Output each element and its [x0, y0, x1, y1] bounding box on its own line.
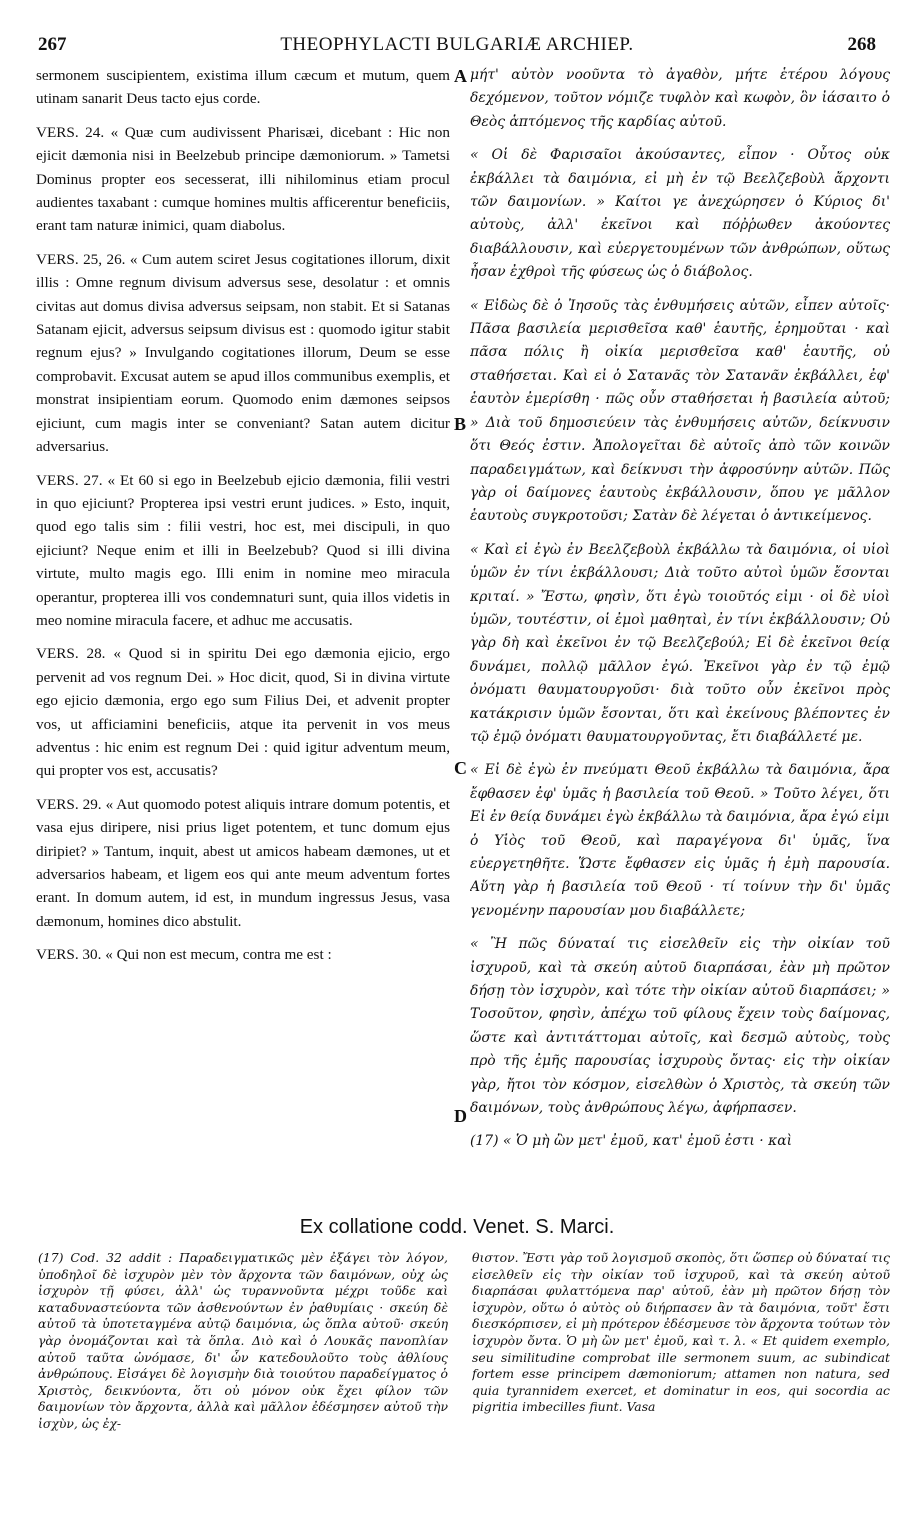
greek-column [470, 64, 890, 1214]
greek-paragraph: « Καὶ εἰ ἐγὼ ἐν Βεελζεβοὺλ ἐκβάλλω τὰ δαιμόνια, οἱ υἱοὶ ὑμῶν ἐν τίνι ἐκβάλλουσι; Διὰ τοῦτο αὐτοὶ ὑμῶν ἔσονται κριταί. » Ἔστω, φησὶν, ὅτι ἐγὼ τοιοῦτός εἰμι · οἱ δὲ υἱοὶ ὑμῶν, τουτέστιν, οἱ ἐμοὶ μαθηταὶ, ἐν τίνι ἐκβάλλουσιν; Οὐ γὰρ δὴ καὶ ἐκεῖνοι ἐν τῷ Βεελζεβούλ; Εἰ δὲ ἐκεῖνοι θείᾳ δυνάμει, πολλῷ μᾶλλον ἐγώ. Ἐκεῖνοι γὰρ ἐν τῷ ἐμῷ ὀνόματι θαυματουργοῦσι· διὰ τοῦτο οὖν ἐκεῖνοι πρὸς κατάκρισιν ὑμῶν ἔσονται, ὅτι καὶ ἐκείνους βλέποντες ἐν τῷ ἐμῷ ὀνόματι θαυματουργοῦντας, ἔτι διαβάλλετέ με. [470, 541, 890, 745]
footnote-right: θιστον. Ἔστι γὰρ τοῦ λογισμοῦ σκοπὸς, ὅτι ὥσπερ οὐ δύναταί τις εἰσελθεῖν εἰς τὴν οἰκίαν τοῦ ἰσχυροῦ, καὶ τὰ σκεύη αὐτοῦ διαρπάσαι φυλαττόμενα παρ' αὐτοῦ, ἐὰν μὴ πρῶτον δήσῃ τὸν ἰσχυρὸν, οὕτω ὁ αὐτὸς οὐ διήρπασεν ἂν τὰ δαιμόνια, τοῦτ' ἔστι διεσκόρπισεν, εἰ μὴ πρότερον ἐδέσμευσε τὸν ἄρχοντα τούτων τὸν ἰσχυρὸν ὄντα. Ὁ μὴ ὢν μετ' ἐμοῦ, καὶ τ. λ. « Et quidem exemplo, seu similitudine comprobat ille sermonem suum, ac subindicat fortem esse principem dæmoniorum; attamen non natura, sed quia tyrannidem exercet, et dominatur in eos, qui socordia ac pigritia imbecilles fiunt. Vasa [472, 1250, 890, 1415]
margin-marker-b: B [454, 414, 467, 434]
greek-paragraph: « Εἰδὼς δὲ ὁ Ἰησοῦς τὰς ἐνθυμήσεις αὐτῶν, εἶπεν αὐτοῖς· Πᾶσα βασιλεία μερισθεῖσα καθ' ἑαυτῆς, ἐρημοῦται · καὶ πᾶσα πόλις ἢ οἰκία μερισθεῖσα καθ' ἑαυτῆς, οὐ σταθήσεται. Καὶ εἰ ὁ Σατανᾶς τὸν Σατανᾶν ἐκβάλλει, ἐφ' ἑαυτὸν ἐμερίσθη · πῶς οὖν σταθήσεται ἡ βασιλεία αὐτοῦ; » Διὰ τοῦ δημοσιεύειν τὰς ἐνθυμήσεις αὐτῶν, δείκνυσιν ὅτι Θεός ἐστιν. Ἀπολογεῖται δὲ αὐτοῖς ἀπὸ τῶν κοινῶν παραδειγμάτων, καὶ δείκνυσι τὴν ἀφροσύνην αὐτῶν. Πῶς γὰρ οἱ δαίμονες ἑαυτοὺς ἐκβάλλουσιν, ὅπου γε μᾶλλον ἑαυτοὺς συγκροτοῦσι; Σατὰν δὲ λέγεται ὁ ἀντικείμενος. [470, 297, 890, 525]
latin-column [36, 64, 450, 1214]
running-title: THEOPHYLACTI BULGARIÆ ARCHIEP. [280, 34, 634, 55]
margin-marker-a: A [454, 66, 467, 86]
greek-paragraph: « Εἰ δὲ ἐγὼ ἐν πνεύματι Θεοῦ ἐκβάλλω τὰ δαιμόνια, ἄρα ἔφθασεν ἐφ' ὑμᾶς ἡ βασιλεία τοῦ Θεοῦ. » Τοῦτο λέγει, ὅτι Εἰ ἐν θείᾳ δυνάμει ἐγὼ ἐκβάλλω τὰ δαιμόνια, ἄρα ἐγώ εἰμι ὁ Υἱὸς τοῦ Θεοῦ, καὶ παραγέγονα δι' ὑμᾶς, ἵνα εὐεργετηθῆτε. Ὥστε ἔφθασεν εἰς ὑμᾶς ἡ ἐμὴ παρουσία. Αὕτη γὰρ ἡ βασιλεία τοῦ Θεοῦ · τί τοίνυν τὴν δι' ὑμᾶς γενομένην παρουσίαν μου διαβάλλετε; [470, 762, 890, 919]
margin-marker-d: D [454, 1106, 467, 1126]
latin-paragraph: VERS. 30. « Qui non est mecum, contra me est : [36, 946, 332, 964]
greek-paragraph: (17) « Ὁ μὴ ὢν μετ' ἐμοῦ, κατ' ἐμοῦ ἐστι · καὶ [470, 1133, 793, 1150]
margin-marker-c: C [454, 758, 467, 778]
latin-paragraph: sermonem suscipientem, existima illum cæcum et mutum, quem utinam sanarit Deus tacto ejus corde. [36, 67, 450, 108]
latin-paragraph: VERS. 29. « Aut quomodo potest aliquis intrare domum potentis, et vasa ejus diripere, nisi prius liget potentem, et tunc domum ejus diripiet? » Tantum, inquit, abest ut amicos habeam dæmones, ut et adversarios habeam, et ligem eos qui ante meum adventum fortes erant. In domum autem, id est, in mundum ingressus Jesus, vasa dæmonum, homines dico abstulit. [36, 795, 450, 930]
greek-paragraph: « Ἢ πῶς δύναταί τις εἰσελθεῖν εἰς τὴν οἰκίαν τοῦ ἰσχυροῦ, καὶ τὰ σκεύη αὐτοῦ διαρπάσαι, ἐὰν μὴ πρῶτον δήσῃ τὸν ἰσχυρὸν, καὶ τότε τὴν οἰκίαν αὐτοῦ διαρπάσει; » Τοσοῦτον, φησὶν, ἀπέχω τοῦ φίλους ἔχειν τοὺς δαίμονας, ὥστε καὶ ἀντιτάττομαι αὐτοῖς, καὶ δεσμῶ αὐτοὺς, τοὺς πρὸ τῆς ἐμῆς παρουσίας ἰσχυροὺς ὄντας· εἰς τὴν οἰκίαν γὰρ, ἤτοι τὸν κόσμον, εἰσελθὼν ὁ Χριστὸς, τὰ σκεύη τῶν δαιμόνων, τοὺς ἀνθρώπους λέγω, ἀφήρπασεν. [470, 936, 890, 1117]
greek-paragraph: μήτ' αὐτὸν νοοῦντα τὸ ἀγαθὸν, μήτε ἑτέρου λόγους δεχόμενον, τοῦτον νόμιζε τυφλὸν καὶ κωφὸν, ὃν ἰάσαιτο ὁ Θεὸς ἁπτόμενος τῆς καρδίας αὐτοῦ. [470, 67, 890, 130]
collation-heading: Ex collatione codd. Venet. S. Marci. [299, 1216, 615, 1238]
latin-paragraph: VERS. 24. « Quæ cum audivissent Pharisæi, dicebant : Hic non ejicit dæmonia nisi in Beelzebub principe dæmoniorum. » Tametsi Dominus propter eos secesserat, illi nihilominus etiam procul audientes taxabant : cumque homines multis afficerentur beneficiis, erant tam naturæ inimici, quam diabolus. [36, 123, 450, 235]
page-number-right: 268 [847, 34, 876, 55]
greek-paragraph: « Οἱ δὲ Φαρισαῖοι ἀκούσαντες, εἶπον · Οὗτος οὐκ ἐκβάλλει τὰ δαιμόνια, εἰ μὴ ἐν τῷ Βεελζεβοὺλ ἄρχοντι τῶν δαιμονίων. » Καίτοι γε ἀνεχώρησεν ὁ Κύριος δι' αὐτοὺς, ἀλλ' ἐκεῖνοι καὶ πόῤῥωθεν ἀκούοντες διαβάλλουσιν, καὶ εὐεργετουμένων τῶν ἀνθρώπων, οὕτως ἦσαν ἐχθροὶ τῆς φύσεως ὡς ὁ διάβολος. [470, 147, 890, 281]
latin-paragraph: VERS. 28. « Quod si in spiritu Dei ego dæmonia ejicio, ergo pervenit ad vos regnum Dei. » Hoc dicit, quod, Si in divina virtute ego ejicio dæmonia, ergo ego sum Filius Dei, et advenit propter vos, ut afficiamini beneficiis, atque ita pervenit in vos meus adventus : hic enim est regnum Dei : quid igitur adventum meum, qui propter vos est, accusatis? [36, 645, 450, 780]
page-number-left: 267 [38, 34, 67, 55]
latin-paragraph: VERS. 25, 26. « Cum autem sciret Jesus cogitationes illorum, dixit illis : Omne regnum divisum adversus sese, desolatur : et omnis civitas aut domus divisa adversus seipsam, non stabit. Et si Satanas Satanam ejicit, adversus seipsum divisus est : quomodo igitur stabit regnum ejus? » Invulgando cogitationes illorum, Deum se esse comprobavit. Excusat autem se apud illos communibus exemplis, et monstrat insipientiam eorum. Quomodo enim dæmones seipsos ejiciunt, cum magis inter se conveniant? Satan autem dicitur adversarius. [36, 250, 450, 456]
page-header [0, 34, 914, 58]
latin-paragraph: VERS. 27. « Et 60 si ego in Beelzebub ejicio dæmonia, filii vestri in quo ejiciunt? Propterea ipsi vestri erunt judices. » Esto, inquit, quod ego talis sim : filii vestri, hoc est, mei discipuli, in quo ejiciunt? Neque enim et illi in Beelzebub? Quod si illi divina virtute, multo magis ego. Illi enim in nomine meo miracula operantur, propterea illi vos condemnaturi sunt, quia illos videtis in meo nomine miracula facere, et adhuc me accusatis. [36, 471, 450, 629]
footnote-left: (17) Cod. 32 addit : Παραδειγματικῶς μὲν ἐξάγει τὸν λόγον, ὑποδηλοῖ δὲ ἰσχυρὸν μὲν τὸν ἄρχοντα τῶν δαιμόνων, οὐχ ὡς ἰσχυρὸν τῇ φύσει, ἀλλ' ὡς τυραννοῦντα μέχρι τοῦδε καὶ καταδυναστεύοντα τῶν ἀσθενούντων ἐν ῥαθυμίαις · σκεύη δὲ αὐτοῦ τὰ ὑποτεταγμένα αὐτῷ δαιμόνια, ὡς ὅπλα αὐτοῦ· σκεύη γὰρ ὀνομάζονται καὶ τὰ ὅπλα. Διὸ καὶ ὁ Λουκᾶς πανοπλίαν αὐτοῦ ταῦτα ὠνόμασε, δι' ὧν κατεδουλοῦτο τοὺς ἀθλίους ἀνθρώπους. Εἰσάγει δὲ λογισμὴν διὰ τοιούτου παραδείγματος ὁ Χριστὸς, δεικνύοντα, ὅτι οὐ μόνον οὐκ ἔχει φίλον τῶν δαιμονίων τὸν ἄρχοντα, ἀλλὰ καὶ μᾶλλον ἐδέσμησεν αὐτοῦ τὴν ἰσχὺν, ὡς ἐχ- [38, 1250, 448, 1431]
